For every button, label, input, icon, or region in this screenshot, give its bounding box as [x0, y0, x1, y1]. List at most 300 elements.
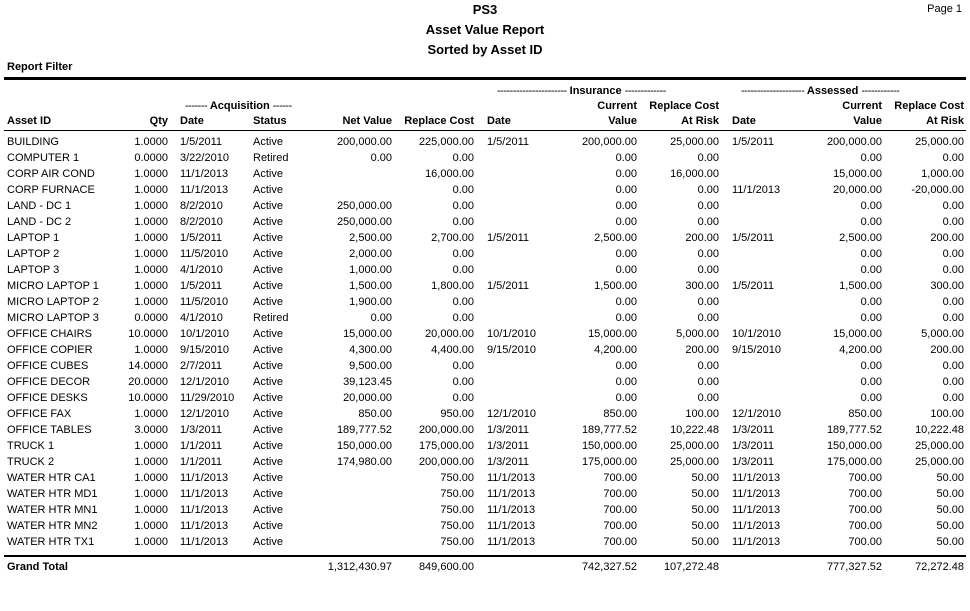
ass-current-value-cell: 700.00 [848, 472, 882, 484]
col-ass-replace-1: Replace Cost [894, 100, 964, 112]
ins-current-value-cell: 0.00 [615, 312, 637, 324]
ins-current-value-cell: 850.00 [603, 408, 637, 420]
asset-table-body [0, 135, 970, 551]
status-cell: Active [253, 200, 283, 212]
ass-current-value-cell: 175,000.00 [826, 456, 882, 468]
table-row [0, 391, 970, 407]
ins-date-cell: 11/1/2013 [487, 504, 536, 516]
col-asset-id: Asset ID [7, 115, 52, 127]
ass-at-risk-cell: 200.00 [930, 344, 964, 356]
ins-current-value-cell: 0.00 [615, 248, 637, 260]
replace-cost-cell: 0.00 [452, 200, 474, 212]
ins-current-value-cell: 2,500.00 [594, 232, 637, 244]
ass-current-value-cell: 150,000.00 [826, 440, 882, 452]
qty-cell: 1.0000 [134, 472, 168, 484]
status-cell: Retired [253, 312, 289, 324]
ass-current-value-cell: 4,200.00 [839, 344, 882, 356]
status-cell: Active [253, 408, 283, 420]
ass-date-cell: 1/5/2011 [732, 136, 775, 148]
asset-id-cell: LAND - DC 1 [7, 200, 72, 212]
acq-date-cell: 10/1/2010 [180, 328, 229, 340]
ass-current-value-cell: 700.00 [848, 488, 882, 500]
asset-id-cell: CORP FURNACE [7, 184, 95, 196]
qty-cell: 1.0000 [134, 440, 168, 452]
col-ass-replace-2: At Risk [926, 115, 964, 127]
replace-cost-cell: 750.00 [440, 488, 474, 500]
company-name: PS3 [472, 2, 498, 17]
table-row [0, 359, 970, 375]
table-row [0, 535, 970, 551]
ins-at-risk-cell: 200.00 [685, 232, 719, 244]
ass-date-cell: 11/1/2013 [732, 488, 781, 500]
ass-current-value-cell: 0.00 [860, 312, 882, 324]
replace-cost-cell: 0.00 [452, 216, 474, 228]
status-cell: Retired [253, 152, 289, 164]
ins-date-cell: 1/5/2011 [487, 136, 530, 148]
table-row [0, 263, 970, 279]
ass-at-risk-cell: 0.00 [942, 216, 964, 228]
ins-at-risk-cell: 50.00 [691, 488, 719, 500]
ins-current-value-cell: 0.00 [615, 216, 637, 228]
ass-at-risk-cell: 1,000.00 [921, 168, 964, 180]
ins-date-cell: 12/1/2010 [487, 408, 536, 420]
ins-at-risk-cell: 0.00 [697, 392, 719, 404]
ass-current-value-cell: 189,777.52 [826, 424, 882, 436]
qty-cell: 1.0000 [134, 520, 168, 532]
col-ins-replace-1: Replace Cost [649, 100, 719, 112]
qty-cell: 1.0000 [134, 344, 168, 356]
net-value-cell: 2,500.00 [349, 232, 392, 244]
replace-cost-cell: 0.00 [452, 264, 474, 276]
table-row [0, 311, 970, 327]
replace-cost-cell: 200,000.00 [418, 424, 474, 436]
qty-cell: 1.0000 [134, 232, 168, 244]
acq-date-cell: 1/1/2011 [180, 440, 223, 452]
ass-date-cell: 9/15/2010 [732, 344, 781, 356]
table-row [0, 199, 970, 215]
ins-at-risk-cell: 5,000.00 [676, 328, 719, 340]
acq-date-cell: 11/1/2013 [180, 488, 229, 500]
qty-cell: 1.0000 [134, 408, 168, 420]
ins-date-cell: 11/1/2013 [487, 488, 536, 500]
ins-current-value-cell: 1,500.00 [594, 280, 637, 292]
net-value-cell: 4,300.00 [349, 344, 392, 356]
ins-current-value-cell: 0.00 [615, 360, 637, 372]
ass-date-cell: 11/1/2013 [732, 536, 781, 548]
col-ass-current-2: Value [853, 115, 882, 127]
replace-cost-cell: 950.00 [440, 408, 474, 420]
ass-current-value-cell: 0.00 [860, 216, 882, 228]
acq-date-cell: 1/1/2011 [180, 456, 223, 468]
report-subtitle: Sorted by Asset ID [427, 42, 543, 57]
ins-current-value-cell: 0.00 [615, 184, 637, 196]
acq-date-cell: 11/5/2010 [180, 296, 229, 308]
ass-current-value-cell: 15,000.00 [833, 328, 882, 340]
col-status: Status [253, 115, 287, 127]
asset-id-cell: BUILDING [7, 136, 59, 148]
total-ass-current-value: 777,327.52 [826, 561, 882, 573]
ins-at-risk-cell: 0.00 [697, 216, 719, 228]
net-value-cell: 174,980.00 [336, 456, 392, 468]
qty-cell: 1.0000 [134, 296, 168, 308]
ins-date-cell: 9/15/2010 [487, 344, 536, 356]
ass-at-risk-cell: 50.00 [936, 488, 964, 500]
qty-cell: 10.0000 [128, 392, 168, 404]
acq-date-cell: 12/1/2010 [180, 376, 229, 388]
ins-current-value-cell: 175,000.00 [581, 456, 637, 468]
asset-id-cell: OFFICE CUBES [7, 360, 89, 372]
ins-current-value-cell: 4,200.00 [594, 344, 637, 356]
replace-cost-cell: 0.00 [452, 184, 474, 196]
ins-at-risk-cell: 25,000.00 [670, 456, 719, 468]
table-row [0, 519, 970, 535]
ass-current-value-cell: 700.00 [848, 536, 882, 548]
ass-current-value-cell: 0.00 [860, 200, 882, 212]
acq-date-cell: 1/3/2011 [180, 424, 223, 436]
replace-cost-cell: 750.00 [440, 520, 474, 532]
net-value-cell: 189,777.52 [336, 424, 392, 436]
acq-date-cell: 11/1/2013 [180, 536, 229, 548]
table-row [0, 183, 970, 199]
ass-current-value-cell: 0.00 [860, 296, 882, 308]
ins-at-risk-cell: 50.00 [691, 536, 719, 548]
ins-at-risk-cell: 0.00 [697, 376, 719, 388]
qty-cell: 1.0000 [134, 264, 168, 276]
replace-cost-cell: 1,800.00 [431, 280, 474, 292]
ins-at-risk-cell: 50.00 [691, 504, 719, 516]
table-row [0, 487, 970, 503]
status-cell: Active [253, 296, 283, 308]
ass-current-value-cell: 2,500.00 [839, 232, 882, 244]
asset-id-cell: LAPTOP 1 [7, 232, 60, 244]
report-title: Asset Value Report [425, 22, 545, 37]
replace-cost-cell: 20,000.00 [425, 328, 474, 340]
acq-date-cell: 1/5/2011 [180, 136, 223, 148]
status-cell: Active [253, 392, 283, 404]
ass-date-cell: 1/5/2011 [732, 280, 775, 292]
replace-cost-cell: 0.00 [452, 312, 474, 324]
replace-cost-cell: 0.00 [452, 360, 474, 372]
ins-at-risk-cell: 25,000.00 [670, 440, 719, 452]
ass-current-value-cell: 700.00 [848, 520, 882, 532]
ass-at-risk-cell: 0.00 [942, 296, 964, 308]
ins-at-risk-cell: 0.00 [697, 264, 719, 276]
status-cell: Active [253, 520, 283, 532]
acq-date-cell: 12/1/2010 [180, 408, 229, 420]
ass-at-risk-cell: 0.00 [942, 376, 964, 388]
ass-date-cell: 11/1/2013 [732, 520, 781, 532]
ass-at-risk-cell: 0.00 [942, 360, 964, 372]
asset-id-cell: TRUCK 2 [7, 456, 55, 468]
ins-date-cell: 1/3/2011 [487, 440, 530, 452]
total-rule [4, 555, 966, 557]
ins-at-risk-cell: 200.00 [685, 344, 719, 356]
acq-date-cell: 11/29/2010 [180, 392, 235, 404]
ins-date-cell: 11/1/2013 [487, 472, 536, 484]
asset-id-cell: OFFICE COPIER [7, 344, 93, 356]
net-value-cell: 200,000.00 [336, 136, 392, 148]
ass-at-risk-cell: 300.00 [930, 280, 964, 292]
status-cell: Active [253, 376, 283, 388]
net-value-cell: 15,000.00 [343, 328, 392, 340]
acq-date-cell: 3/22/2010 [180, 152, 229, 164]
qty-cell: 1.0000 [134, 200, 168, 212]
net-value-cell: 850.00 [358, 408, 392, 420]
ass-at-risk-cell: 5,000.00 [921, 328, 964, 340]
replace-cost-cell: 750.00 [440, 504, 474, 516]
net-value-cell: 20,000.00 [343, 392, 392, 404]
ins-date-cell: 1/5/2011 [487, 232, 530, 244]
ass-date-cell: 11/1/2013 [732, 472, 781, 484]
ins-date-cell: 10/1/2010 [487, 328, 536, 340]
ass-current-value-cell: 1,500.00 [839, 280, 882, 292]
ins-current-value-cell: 0.00 [615, 264, 637, 276]
table-row [0, 471, 970, 487]
replace-cost-cell: 4,400.00 [431, 344, 474, 356]
ass-at-risk-cell: 10,222.48 [915, 424, 964, 436]
net-value-cell: 1,000.00 [349, 264, 392, 276]
qty-cell: 1.0000 [134, 216, 168, 228]
table-row [0, 247, 970, 263]
ass-current-value-cell: 0.00 [860, 360, 882, 372]
report-filter-label: Report Filter [7, 61, 73, 73]
ins-current-value-cell: 700.00 [603, 536, 637, 548]
total-ins-at-risk: 107,272.48 [663, 561, 719, 573]
acq-date-cell: 11/1/2013 [180, 184, 229, 196]
asset-id-cell: MICRO LAPTOP 3 [7, 312, 99, 324]
ass-at-risk-cell: 200.00 [930, 232, 964, 244]
asset-id-cell: COMPUTER 1 [7, 152, 80, 164]
col-ins-current-1: Current [597, 100, 637, 112]
table-row [0, 327, 970, 343]
grand-total-label: Grand Total [7, 561, 68, 573]
asset-id-cell: WATER HTR MN1 [7, 504, 98, 516]
acq-date-cell: 9/15/2010 [180, 344, 229, 356]
asset-id-cell: WATER HTR MD1 [7, 488, 98, 500]
table-row [0, 167, 970, 183]
replace-cost-cell: 750.00 [440, 472, 474, 484]
table-row [0, 407, 970, 423]
qty-cell: 14.0000 [128, 360, 168, 372]
ass-current-value-cell: 0.00 [860, 376, 882, 388]
ins-current-value-cell: 0.00 [615, 392, 637, 404]
insurance-group-header: ---------------------- Insurance ------------- [497, 85, 666, 97]
replace-cost-cell: 0.00 [452, 296, 474, 308]
net-value-cell: 250,000.00 [336, 216, 392, 228]
ass-at-risk-cell: 0.00 [942, 200, 964, 212]
asset-id-cell: WATER HTR MN2 [7, 520, 98, 532]
table-row [0, 215, 970, 231]
ass-current-value-cell: 0.00 [860, 152, 882, 164]
page-number: Page 1 [927, 3, 962, 15]
status-cell: Active [253, 264, 283, 276]
asset-id-cell: MICRO LAPTOP 1 [7, 280, 99, 292]
assessed-group-header: -------------------- Assessed ------------ [741, 85, 900, 97]
asset-id-cell: OFFICE DESKS [7, 392, 88, 404]
grand-total-row [0, 560, 970, 576]
qty-cell: 1.0000 [134, 536, 168, 548]
ins-current-value-cell: 200,000.00 [581, 136, 637, 148]
acq-date-cell: 8/2/2010 [180, 216, 223, 228]
status-cell: Active [253, 456, 283, 468]
ass-at-risk-cell: 0.00 [942, 248, 964, 260]
col-net-value: Net Value [342, 115, 392, 127]
acq-date-cell: 11/1/2013 [180, 168, 229, 180]
ins-at-risk-cell: 0.00 [697, 360, 719, 372]
qty-cell: 0.0000 [134, 152, 168, 164]
table-row [0, 343, 970, 359]
ass-at-risk-cell: 0.00 [942, 264, 964, 276]
acq-date-cell: 11/1/2013 [180, 520, 229, 532]
qty-cell: 0.0000 [134, 312, 168, 324]
asset-id-cell: LAND - DC 2 [7, 216, 72, 228]
ins-at-risk-cell: 0.00 [697, 296, 719, 308]
ass-at-risk-cell: 25,000.00 [915, 136, 964, 148]
ass-current-value-cell: 0.00 [860, 392, 882, 404]
asset-id-cell: WATER HTR TX1 [7, 536, 95, 548]
replace-cost-cell: 225,000.00 [418, 136, 474, 148]
table-row [0, 279, 970, 295]
net-value-cell: 150,000.00 [336, 440, 392, 452]
ass-date-cell: 10/1/2010 [732, 328, 781, 340]
net-value-cell: 250,000.00 [336, 200, 392, 212]
acq-date-cell: 11/1/2013 [180, 472, 229, 484]
ass-at-risk-cell: 0.00 [942, 312, 964, 324]
qty-cell: 1.0000 [134, 248, 168, 260]
status-cell: Active [253, 328, 283, 340]
ass-current-value-cell: 15,000.00 [833, 168, 882, 180]
table-row [0, 135, 970, 151]
ass-current-value-cell: 700.00 [848, 504, 882, 516]
status-cell: Active [253, 184, 283, 196]
status-cell: Active [253, 536, 283, 548]
qty-cell: 1.0000 [134, 168, 168, 180]
ins-date-cell: 1/3/2011 [487, 456, 530, 468]
qty-cell: 1.0000 [134, 184, 168, 196]
status-cell: Active [253, 216, 283, 228]
acq-date-cell: 1/5/2011 [180, 232, 223, 244]
net-value-cell: 1,500.00 [349, 280, 392, 292]
total-ins-current-value: 742,327.52 [581, 561, 637, 573]
acq-date-cell: 11/1/2013 [180, 504, 229, 516]
ins-at-risk-cell: 25,000.00 [670, 136, 719, 148]
table-row [0, 295, 970, 311]
ins-current-value-cell: 700.00 [603, 488, 637, 500]
replace-cost-cell: 175,000.00 [418, 440, 474, 452]
ins-date-cell: 11/1/2013 [487, 520, 536, 532]
ass-at-risk-cell: 25,000.00 [915, 440, 964, 452]
qty-cell: 3.0000 [134, 424, 168, 436]
qty-cell: 1.0000 [134, 488, 168, 500]
asset-id-cell: WATER HTR CA1 [7, 472, 96, 484]
asset-id-cell: OFFICE DECOR [7, 376, 91, 388]
table-row [0, 231, 970, 247]
asset-id-cell: LAPTOP 3 [7, 264, 60, 276]
replace-cost-cell: 0.00 [452, 376, 474, 388]
status-cell: Active [253, 488, 283, 500]
col-ins-replace-2: At Risk [681, 115, 719, 127]
status-cell: Active [253, 360, 283, 372]
status-cell: Active [253, 472, 283, 484]
ins-at-risk-cell: 50.00 [691, 520, 719, 532]
table-row [0, 375, 970, 391]
status-cell: Active [253, 440, 283, 452]
net-value-cell: 9,500.00 [349, 360, 392, 372]
ins-date-cell: 1/3/2011 [487, 424, 530, 436]
replace-cost-cell: 750.00 [440, 536, 474, 548]
asset-id-cell: OFFICE FAX [7, 408, 72, 420]
acq-date-cell: 2/7/2011 [180, 360, 223, 372]
qty-cell: 10.0000 [128, 328, 168, 340]
qty-cell: 1.0000 [134, 136, 168, 148]
ins-date-cell: 1/5/2011 [487, 280, 530, 292]
table-row [0, 423, 970, 439]
ass-date-cell: 1/3/2011 [732, 440, 775, 452]
ins-at-risk-cell: 16,000.00 [670, 168, 719, 180]
ins-at-risk-cell: 0.00 [697, 200, 719, 212]
replace-cost-cell: 2,700.00 [431, 232, 474, 244]
total-net-value: 1,312,430.97 [327, 561, 392, 573]
net-value-cell: 1,900.00 [349, 296, 392, 308]
ass-at-risk-cell: 50.00 [936, 504, 964, 516]
col-qty: Qty [149, 115, 168, 127]
asset-id-cell: OFFICE TABLES [7, 424, 92, 436]
ins-current-value-cell: 0.00 [615, 376, 637, 388]
total-ass-at-risk: 72,272.48 [915, 561, 964, 573]
ins-current-value-cell: 0.00 [615, 168, 637, 180]
ass-date-cell: 12/1/2010 [732, 408, 781, 420]
ins-at-risk-cell: 0.00 [697, 312, 719, 324]
status-cell: Active [253, 136, 283, 148]
asset-id-cell: TRUCK 1 [7, 440, 55, 452]
ins-at-risk-cell: 300.00 [685, 280, 719, 292]
col-ins-date: Date [487, 115, 511, 127]
ins-current-value-cell: 150,000.00 [581, 440, 637, 452]
ins-current-value-cell: 0.00 [615, 152, 637, 164]
ins-current-value-cell: 15,000.00 [588, 328, 637, 340]
status-cell: Active [253, 248, 283, 260]
ins-date-cell: 11/1/2013 [487, 536, 536, 548]
ass-date-cell: 1/3/2011 [732, 456, 775, 468]
ass-at-risk-cell: 50.00 [936, 536, 964, 548]
replace-cost-cell: 16,000.00 [425, 168, 474, 180]
replace-cost-cell: 200,000.00 [418, 456, 474, 468]
net-value-cell: 0.00 [370, 152, 392, 164]
ins-at-risk-cell: 100.00 [685, 408, 719, 420]
qty-cell: 1.0000 [134, 504, 168, 516]
ass-current-value-cell: 20,000.00 [833, 184, 882, 196]
net-value-cell: 39,123.45 [343, 376, 392, 388]
col-ass-date: Date [732, 115, 756, 127]
ass-current-value-cell: 200,000.00 [826, 136, 882, 148]
table-row [0, 151, 970, 167]
asset-id-cell: MICRO LAPTOP 2 [7, 296, 99, 308]
status-cell: Active [253, 168, 283, 180]
acq-date-cell: 11/5/2010 [180, 248, 229, 260]
table-row [0, 455, 970, 471]
ass-at-risk-cell: 50.00 [936, 472, 964, 484]
col-ass-current-1: Current [842, 100, 882, 112]
ass-at-risk-cell: 100.00 [930, 408, 964, 420]
status-cell: Active [253, 232, 283, 244]
ass-date-cell: 1/3/2011 [732, 424, 775, 436]
status-cell: Active [253, 424, 283, 436]
acquisition-group-header: ------- Acquisition ------ [185, 100, 292, 112]
ins-at-risk-cell: 10,222.48 [670, 424, 719, 436]
ass-date-cell: 1/5/2011 [732, 232, 775, 244]
ass-at-risk-cell: 0.00 [942, 392, 964, 404]
acq-date-cell: 4/1/2010 [180, 312, 223, 324]
